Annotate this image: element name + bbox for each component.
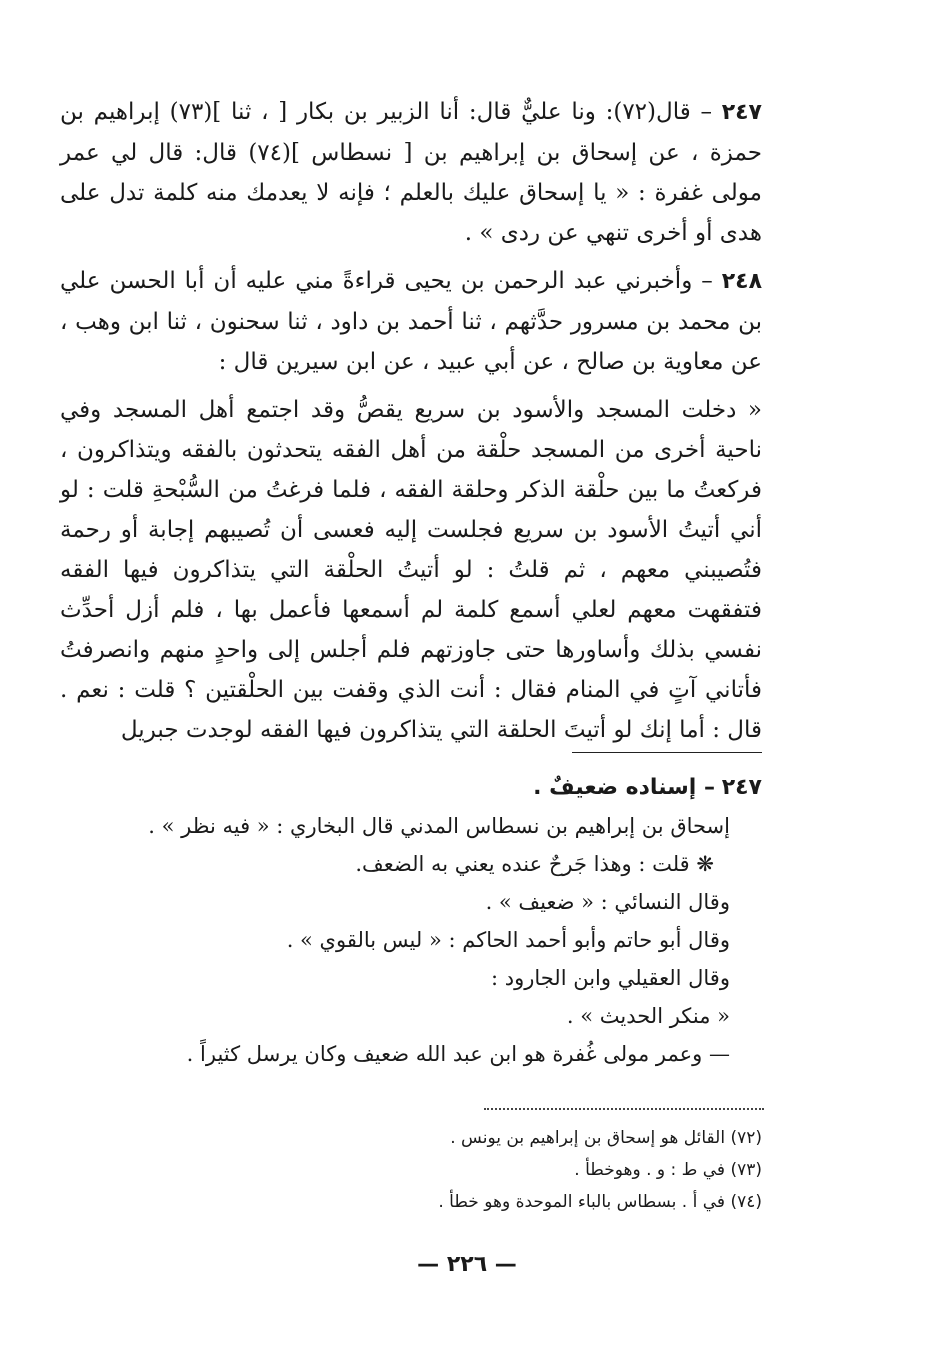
paragraph-248 <box>60 261 762 382</box>
commentary-number: ٢٤٧ <box>721 775 762 800</box>
hadith-number: ٢٤٧ <box>721 100 762 125</box>
hadith-text: – وأخبرني عبد الرحمن بن يحيى قراءةً مني عليه أن أبا الحسن علي بن محمد بن مسرور حدَّثهم ، ثنا أحمد بن داود ، ثنا سحنون ، ثنا ابن وهب ، عن معاوية بن صالح ، عن أبي عبيد ، عن ابن سيرين قال : <box>60 268 762 375</box>
commentary-heading <box>60 768 762 807</box>
commentary-line: — وعمر مولى غُفرة هو ابن عبد الله ضعيف وكان يرسل كثيراً . <box>186 1042 730 1066</box>
footnote: (٧٣) في ط : و . وهوخطأ . <box>574 1160 762 1180</box>
commentary-line: وقال العقيلي وابن الجارود : <box>490 966 730 990</box>
footnote: (٧٤) في أ . بسطاس بالباء الموحدة وهو خطأ . <box>438 1192 762 1212</box>
separator-line <box>572 752 762 753</box>
footnote-separator <box>484 1108 764 1110</box>
commentary-line: وقال النسائي : « ضعيف » . <box>485 890 730 914</box>
commentary-title: – إسناده ضعيفٌ . <box>533 775 716 800</box>
hadith-text: – قال(٧٢): ونا عليٌّ قال: أنا الزبير بن بكار [ ، ثنا ](٧٣) إبراهيم بن حمزة ، عن إسحاق بن إبراهيم بن [ نسطاس ](٧٤) قال: قال لي عمر مولى غفرة : « يا إسحاق عليك بالعلم ؛ فإنه لا يعدمك منه كلمة تدل على هدى أو أخرى تنهي عن ردى » . <box>60 99 762 246</box>
commentary-line: ❋ قلت : وهذا جَرحٌ عنده يعني به الضعف. <box>355 852 714 876</box>
commentary-line: « منكر الحديث » . <box>566 1004 730 1028</box>
paragraph-247 <box>60 92 762 253</box>
paragraph-248-quote: « دخلت المسجد والأسود بن سريع يقصُّ وقد اجتمع أهل المسجد وفي ناحية أخرى من المسجد حلْقة من أهل الفقه يتحدثون بالفقه ويتذاكرون ، فركعتُ ما بين حلْقة الذكر وحلقة الفقه ، فلما فرغتُ من السُّبْحةِ قلت : لو أني أتيتُ الأسود بن سريع فجلست إليه فعسى أن تُصيبهم إجابة أو رحمة فتُصيبني معهم ، ثم قلتُ : لو أتيتُ الحلْقة التي يتذاكرون فيها الفقه فتفقهت معهم لعلي أسمع كلمة لم أسمعها فأعمل بها ، فلم أزل أحدِّث نفسي بذلك وأساورها حتى جاوزتهم فلم أجلس إلى واحدٍ منهم وانصرفتُ فأتاني آتٍ في المنام فقال : أنت الذي وقفت بين الحلْقتين ؟ قلت : نعم . قال : أما إنك لو أتيتَ الحلقة التي يتذاكرون فيها الفقه لوجدت جبريل <box>60 397 762 743</box>
page-number: — ٢٢٦ — <box>417 1252 517 1277</box>
footnotes <box>60 1122 762 1218</box>
commentary-line: وقال أبو حاتم وأبو أحمد الحاكم : « ليس بالقوي » . <box>286 928 730 952</box>
hadith-number: ٢٤٨ <box>721 269 763 294</box>
commentary-line: إسحاق بن إبراهيم بن نسطاس المدني قال البخاري : « فيه نظر » . <box>148 814 730 838</box>
footnote: (٧٢) القائل هو إسحاق بن إبراهيم بن يونس . <box>450 1128 762 1148</box>
commentary <box>60 768 762 1073</box>
main-text <box>60 92 762 758</box>
